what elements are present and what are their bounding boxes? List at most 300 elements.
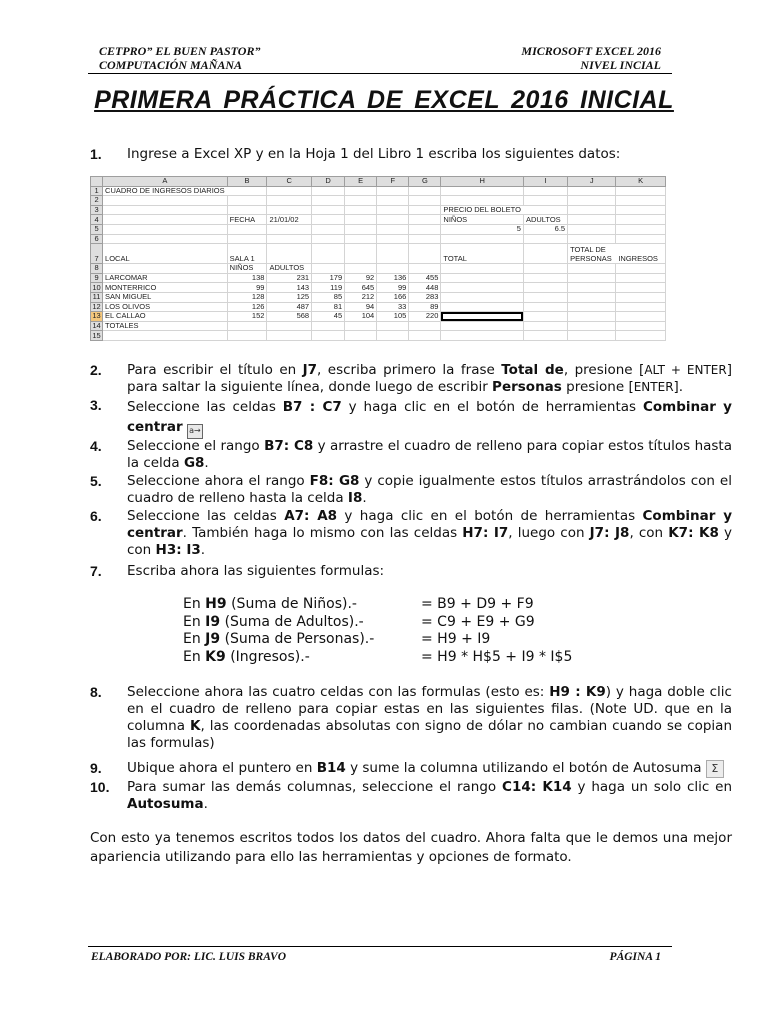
sheet-cell: ADULTOS — [267, 264, 312, 274]
sheet-cell — [523, 331, 567, 341]
row-header: 3 — [91, 205, 103, 215]
step-8 — [90, 684, 732, 752]
sheet-cell: 487 — [267, 302, 312, 312]
sheet-cell: 85 — [312, 292, 345, 302]
sheet-cell: FECHA — [227, 215, 267, 225]
text-run: , con — [629, 525, 669, 541]
keyword: Total de — [501, 362, 564, 378]
sheet-cell: 5 — [441, 224, 524, 234]
keyword: Combinar y centrar — [127, 399, 732, 435]
column-header: D — [312, 177, 345, 187]
text-run: Seleccione el rango — [127, 438, 265, 454]
sheet-cell: 81 — [312, 302, 345, 312]
page-title: PRIMERA PRÁCTICA DE EXCEL 2016 INICIAL — [94, 86, 674, 114]
sheet-cell — [523, 312, 567, 322]
sheet-cell: ADULTOS — [523, 215, 567, 225]
sheet-cell — [103, 215, 228, 225]
sheet-cell — [377, 234, 409, 244]
sheet-cell — [409, 244, 441, 264]
text-run: y haga clic en el botón de herramientas — [337, 508, 643, 524]
cell-ref: F8: G8 — [309, 473, 360, 489]
sheet-cell — [409, 224, 441, 234]
subject-name: MICROSOFT EXCEL 2016 — [521, 44, 661, 58]
sheet-cell: CUADRO DE INGRESOS DIARIOS — [103, 186, 228, 196]
formula-value: = H9 + I9 — [421, 631, 491, 647]
text-run: . También haga lo mismo con las celdas — [182, 525, 463, 541]
autosum-icon: Σ — [706, 760, 724, 778]
sheet-cell — [616, 331, 666, 341]
corner-cell — [91, 177, 103, 187]
keyword: Personas — [492, 379, 562, 395]
text-run: y con — [127, 525, 732, 558]
row-header: 8 — [91, 264, 103, 274]
sheet-cell — [377, 196, 409, 206]
sheet-row — [91, 224, 666, 234]
sheet-row — [91, 244, 666, 264]
sheet-row — [91, 283, 666, 293]
text-run: ) y haga doble clic en el cuadro de relleno para copiar estas en las siguientes filas. (Note UD. que en la columna — [127, 684, 732, 734]
cell-ref: K9 — [205, 648, 226, 665]
sheet-cell: 94 — [345, 302, 377, 312]
sheet-cell — [616, 302, 666, 312]
sheet-cell: NIÑOS — [441, 215, 524, 225]
sheet-cell — [441, 302, 524, 312]
step-text — [127, 779, 732, 813]
sheet-row — [91, 331, 666, 341]
sheet-cell — [441, 186, 524, 196]
sheet-cell: 231 — [267, 273, 312, 283]
sheet-cell — [441, 331, 524, 341]
footer-page: PÁGINA 1 — [609, 951, 661, 963]
sheet-cell — [568, 215, 616, 225]
course-name: COMPUTACIÓN MAÑANA — [99, 58, 243, 72]
sheet-cell — [441, 283, 524, 293]
sheet-cell: 212 — [345, 292, 377, 302]
sheet-cell: 99 — [227, 283, 267, 293]
row-header: 11 — [91, 292, 103, 302]
sheet-row — [91, 234, 666, 244]
step-number: 1. — [90, 146, 102, 162]
sheet-cell — [616, 205, 666, 215]
header-rule — [88, 73, 672, 74]
row-header: 13 — [92, 311, 101, 321]
step-text — [127, 760, 732, 778]
sheet-cell — [568, 205, 616, 215]
cell-ref: J9 — [205, 631, 221, 647]
step-text — [127, 438, 732, 472]
sheet-cell: 125 — [267, 292, 312, 302]
row-header: 6 — [91, 234, 103, 244]
sheet-cell: 568 — [267, 312, 312, 322]
sheet-cell — [312, 331, 345, 341]
sheet-cell — [441, 292, 524, 302]
sheet-cell: 92 — [345, 273, 377, 283]
sheet-row — [91, 302, 666, 312]
row-header: 10 — [92, 282, 101, 292]
formula-row — [183, 649, 603, 667]
column-header: I — [523, 177, 567, 187]
sheet-cell: 21/01/02 — [267, 215, 312, 225]
step-text — [127, 684, 732, 752]
text-run: (Suma de Adultos).- — [220, 613, 364, 630]
cell-ref: C14: K14 — [502, 779, 572, 795]
formula-list — [183, 596, 603, 666]
sheet-cell — [103, 196, 228, 206]
cell-ref: K7: K8 — [668, 525, 719, 541]
footer-author: ELABORADO POR: LIC. LUIS BRAVO — [91, 951, 287, 963]
sheet-cell: PRECIO DEL BOLETO — [441, 205, 524, 215]
sheet-cell — [616, 196, 666, 206]
sheet-cell: 152 — [227, 312, 267, 322]
row-header: 14 — [92, 321, 101, 331]
text-run: En — [183, 631, 206, 647]
sheet-cell — [616, 264, 666, 274]
sheet-cell — [568, 292, 616, 302]
sheet-cell — [616, 224, 666, 234]
sheet-row — [91, 312, 666, 322]
sheet-cell — [409, 196, 441, 206]
text-run: , las coordenadas absolutas con signo de dólar no cambian cuando se copian las formulas) — [127, 718, 732, 751]
formula-row — [183, 596, 603, 614]
cell-ref: A7: A8 — [284, 508, 338, 524]
text-run: (Ingresos).- — [225, 648, 310, 665]
sheet-cell: 166 — [377, 292, 409, 302]
sheet-cell — [568, 331, 616, 341]
row-header: 7 — [91, 244, 103, 264]
text-run: En — [183, 613, 206, 630]
cell-ref: H3: I3 — [155, 542, 201, 558]
sheet-cell — [523, 273, 567, 283]
sheet-cell — [267, 224, 312, 234]
sheet-cell — [312, 264, 345, 274]
sheet-cell: EL CALLAO — [103, 312, 228, 322]
sheet-cell: 645 — [345, 283, 377, 293]
sheet-cell — [267, 205, 312, 215]
cell-ref: B14 — [316, 760, 346, 776]
text-run: ] para saltar la siguiente línea, donde luego de escribir — [127, 362, 732, 395]
sheet-cell — [409, 321, 441, 331]
sheet-cell: LOCAL — [103, 244, 228, 264]
text-run: Seleccione ahora las cuatro celdas con las formulas (esto es: — [127, 684, 550, 700]
formula-label — [183, 649, 310, 666]
footer-rule — [88, 946, 672, 947]
text-run: , presione [ — [563, 362, 645, 378]
cell-ref: G8 — [183, 455, 205, 471]
text-run: . — [204, 455, 209, 471]
column-header: A — [103, 177, 228, 187]
sheet-cell — [267, 244, 312, 264]
sheet-cell — [103, 205, 228, 215]
sheet-cell: 89 — [409, 302, 441, 312]
text-run: y arrastre el cuadro de relleno para copiar estos títulos hasta la celda — [127, 438, 733, 471]
sheet-cell — [312, 186, 345, 196]
sheet-cell: 448 — [409, 283, 441, 293]
sheet-cell — [345, 244, 377, 264]
sheet-cell — [377, 331, 409, 341]
sheet-cell — [568, 196, 616, 206]
sheet-cell: LARCOMAR — [103, 273, 228, 283]
sheet-cell — [227, 205, 267, 215]
sheet-cell — [616, 312, 666, 322]
sheet-cell — [267, 234, 312, 244]
step-4 — [90, 438, 732, 472]
sheet-cell — [616, 234, 666, 244]
cell-ref: K — [189, 718, 201, 734]
key-combo: ALT + ENTER — [644, 363, 727, 377]
key-name: ENTER — [633, 380, 674, 394]
text-run: En — [183, 596, 206, 612]
level-name: NIVEL INCIAL — [580, 58, 661, 72]
cell-ref: J7: J8 — [589, 525, 630, 541]
sheet-cell — [568, 224, 616, 234]
step-number: 10. — [90, 779, 110, 795]
step-text — [127, 508, 732, 559]
sheet-cell — [523, 302, 567, 312]
sheet-cell: TOTAL DE PERSONAS — [568, 244, 616, 264]
sheet-cell — [103, 224, 228, 234]
sheet-cell — [227, 196, 267, 206]
row-header: 1 — [91, 186, 103, 196]
cell-ref: H7: I7 — [462, 525, 509, 541]
text-run: y haga clic en el botón de herramientas — [341, 399, 643, 415]
cell-ref: I8 — [347, 490, 363, 506]
text-run: presione [ — [561, 379, 634, 395]
sheet-row — [91, 292, 666, 302]
sheet-cell — [441, 264, 524, 274]
step-number: 5. — [90, 473, 102, 489]
sheet-cell: 45 — [312, 312, 345, 322]
sheet-cell — [267, 186, 312, 196]
sheet-cell: 455 — [409, 273, 441, 283]
sheet-cell — [568, 312, 616, 322]
row-header: 12 — [92, 301, 101, 311]
column-header: C — [267, 177, 312, 187]
step-text — [127, 473, 732, 507]
sheet-cell: TOTALES — [103, 321, 228, 331]
sheet-cell — [409, 331, 441, 341]
sheet-cell — [523, 234, 567, 244]
sheet-cell — [312, 224, 345, 234]
sheet-cell — [441, 196, 524, 206]
step-3 — [90, 397, 732, 439]
sheet-cell — [267, 331, 312, 341]
sheet-cell — [441, 321, 524, 331]
sheet-cell — [377, 215, 409, 225]
sheet-cell — [568, 302, 616, 312]
formula-row — [183, 614, 603, 632]
sheet-cell — [523, 292, 567, 302]
text-run: En — [183, 648, 206, 665]
column-header: E — [345, 177, 377, 187]
sheet-cell — [377, 224, 409, 234]
step-9 — [90, 760, 732, 778]
row-header: 5 — [91, 224, 103, 234]
row-header: 15 — [92, 330, 101, 340]
column-header: F — [377, 177, 409, 187]
sheet-cell — [377, 244, 409, 264]
sheet-cell — [227, 331, 267, 341]
column-header: G — [409, 177, 441, 187]
sheet-cell — [523, 264, 567, 274]
sheet-cell — [616, 321, 666, 331]
text-run: (Suma de Personas).- — [220, 631, 375, 647]
text-run: Seleccione ahora el rango — [127, 473, 310, 489]
sheet-cell — [345, 224, 377, 234]
school-name: CETPRO” EL BUEN PASTOR” — [99, 44, 261, 58]
step-text: Escriba ahora las siguientes formulas: — [127, 563, 385, 579]
sheet-cell — [345, 321, 377, 331]
sheet-cell: 119 — [312, 283, 345, 293]
cell-ref: H9 — [205, 596, 227, 612]
sheet-cell — [523, 321, 567, 331]
text-run: . — [362, 490, 367, 506]
sheet-row — [91, 273, 666, 283]
sheet-cell: 6.5 — [523, 224, 567, 234]
sheet-cell — [523, 205, 567, 215]
sheet-cell: NIÑOS — [227, 264, 267, 274]
text-run: Para escribir el título en — [127, 362, 303, 378]
row-header: 4 — [91, 215, 103, 225]
sheet-row — [91, 264, 666, 274]
sheet-cell — [568, 264, 616, 274]
sheet-cell — [568, 273, 616, 283]
text-run: ]. — [673, 379, 684, 395]
step-number: 7. — [90, 563, 102, 579]
sheet-row — [91, 205, 666, 215]
text-run: y sume la columna utilizando el botón de Autosuma — [345, 760, 702, 776]
formula-label — [183, 614, 364, 631]
sheet-cell — [616, 186, 666, 196]
header-right — [521, 44, 661, 72]
sheet-cell — [345, 186, 377, 196]
sheet-cell — [345, 264, 377, 274]
sheet-cell — [409, 264, 441, 274]
step-2 — [90, 362, 732, 396]
sheet-cell: 143 — [267, 283, 312, 293]
merge-center-icon: a→ — [187, 424, 203, 439]
formula-value: = H9 * H$5 + I9 * I$5 — [421, 648, 573, 665]
column-header-row — [91, 177, 666, 187]
step-number: 9. — [90, 760, 102, 776]
sheet-cell — [103, 234, 228, 244]
sheet-cell: 99 — [377, 283, 409, 293]
sheet-cell — [441, 273, 524, 283]
sheet-cell — [227, 224, 267, 234]
step-6 — [90, 508, 732, 559]
sheet-cell — [568, 186, 616, 196]
row-header: 9 — [91, 273, 103, 283]
step-text — [127, 362, 732, 396]
sheet-cell — [312, 321, 345, 331]
formula-row — [183, 631, 603, 649]
sheet-cell — [227, 321, 267, 331]
keyword: Autosuma — [127, 796, 204, 812]
step-7 — [90, 563, 732, 580]
sheet-cell — [377, 321, 409, 331]
sheet-cell: 283 — [409, 292, 441, 302]
keyword: Combinar y centrar — [127, 508, 733, 541]
sheet-cell — [568, 234, 616, 244]
sheet-row — [91, 196, 666, 206]
sheet-cell — [377, 186, 409, 196]
sheet-cell — [616, 273, 666, 283]
spreadsheet-grid — [90, 176, 666, 341]
sheet-cell — [345, 196, 377, 206]
sheet-cell — [616, 215, 666, 225]
sheet-cell — [103, 331, 228, 341]
sheet-cell — [377, 264, 409, 274]
sheet-cell — [616, 292, 666, 302]
sheet-row — [91, 321, 666, 331]
sheet-cell — [312, 196, 345, 206]
sheet-cell — [227, 186, 267, 196]
sheet-cell: 179 — [312, 273, 345, 283]
sheet-cell: 105 — [377, 312, 409, 322]
sheet-cell — [345, 215, 377, 225]
sheet-cell: SALA 1 — [227, 244, 267, 264]
formula-label — [183, 596, 357, 613]
sheet-row — [91, 186, 666, 196]
column-header: B — [227, 177, 267, 187]
sheet-cell: 126 — [227, 302, 267, 312]
text-run: Ubique ahora el puntero en — [127, 760, 317, 776]
text-run: Seleccione las celdas — [127, 399, 283, 415]
text-run: Para sumar las demás columnas, seleccione el rango — [127, 779, 503, 795]
cell-ref: H9 : K9 — [549, 684, 606, 700]
sheet-cell — [267, 321, 312, 331]
header-left — [99, 44, 260, 72]
sheet-cell — [409, 234, 441, 244]
sheet-cell — [345, 205, 377, 215]
cell-ref: B7 : C7 — [282, 399, 342, 415]
cell-ref: I9 — [205, 613, 221, 630]
text-run: . — [203, 796, 208, 812]
sheet-cell — [312, 244, 345, 264]
formula-value: = B9 + D9 + F9 — [421, 596, 534, 612]
text-run: . — [200, 542, 206, 558]
step-text: Ingrese a Excel XP y en la Hoja 1 del Libro 1 escriba los siguientes datos: — [127, 146, 621, 162]
step-text — [127, 397, 732, 439]
sheet-cell — [523, 186, 567, 196]
closing-paragraph: Con esto ya tenemos escritos todos los datos del cuadro. Ahora falta que le demos una mejor apariencia utilizando para ello las herramientas y opciones de formato. — [90, 830, 732, 865]
step-10 — [90, 779, 732, 813]
sheet-cell: INGRESOS — [616, 244, 666, 264]
sheet-cell — [523, 244, 567, 264]
sheet-cell: 220 — [409, 312, 441, 322]
sheet-cell — [409, 186, 441, 196]
cell-ref: B7: C8 — [264, 438, 314, 454]
cell-ref: J7 — [302, 362, 318, 378]
step-1 — [90, 146, 732, 163]
sheet-cell — [345, 234, 377, 244]
sheet-cell — [312, 215, 345, 225]
sheet-cell: SAN MIGUEL — [103, 292, 228, 302]
spreadsheet-image — [90, 176, 666, 342]
sheet-cell — [441, 312, 524, 322]
sheet-cell — [523, 196, 567, 206]
sheet-cell: 136 — [377, 273, 409, 283]
text-run: y haga un solo clic en — [571, 779, 733, 795]
sheet-cell — [568, 283, 616, 293]
text-run: (Suma de Niños).- — [226, 596, 357, 612]
sheet-cell: MONTERRICO — [103, 283, 228, 293]
step-number: 6. — [90, 508, 102, 524]
formula-value: = C9 + E9 + G9 — [421, 613, 535, 630]
formula-label — [183, 631, 374, 648]
sheet-row — [91, 215, 666, 225]
sheet-cell — [568, 321, 616, 331]
text-run: Seleccione las celdas — [127, 508, 285, 524]
